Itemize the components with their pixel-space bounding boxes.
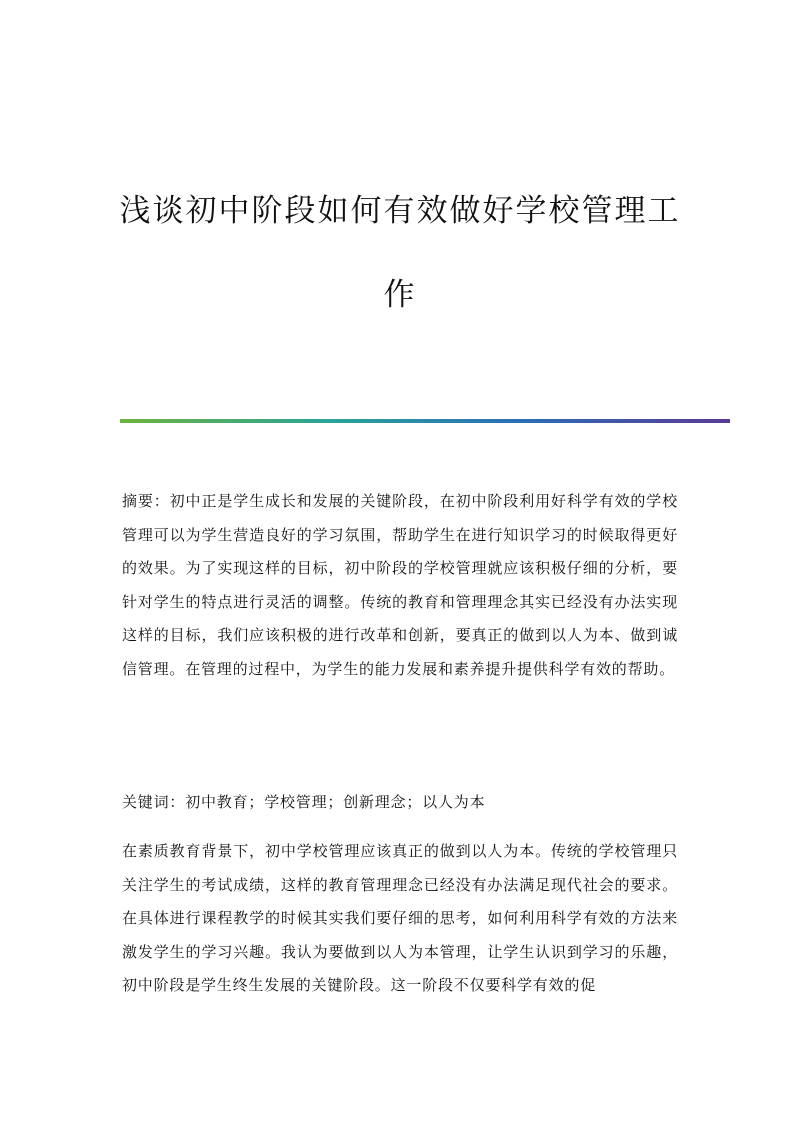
document-title-line-2: 作 [383,277,417,313]
keywords-line: 关键词：初中教育；学校管理；创新理念；以人为本 [122,793,486,811]
document-title-line-1: 浅谈初中阶段如何有效做好学校管理工 [119,193,681,229]
body-paragraph: 在素质教育背景下，初中学校管理应该真正的做到以人为本。传统的学校管理只关注学生的考试成绩，这样的教育管理理念已经没有办法满足现代社会的要求。在具体进行课程教学的时候其实我们要仔细的思考，如何利用科学有效的方法来激发学生的学习兴趣。我认为要做到以人为本管理，让学生认识到学习的乐趣，初中阶段是学生终生发展的关键阶段。这一阶段不仅要科学有效的促 [122,842,678,994]
title-divider [120,419,730,423]
abstract-paragraph: 摘要：初中正是学生成长和发展的关键阶段，在初中阶段利用好科学有效的学校管理可以为学生营造良好的学习氛围，帮助学生在进行知识学习的时候取得更好的效果。为了实现这样的目标，初中阶段的学校管理就应该积极仔细的分析，要针对学生的特点进行灵活的调整。传统的教育和管理理念其实已经没有办法实现这样的目标，我们应该积极的进行改革和创新，要真正的做到以人为本、做到诚信管理。在管理的过程中，为学生的能力发展和素养提升提供科学有效的帮助。 [122,492,678,678]
